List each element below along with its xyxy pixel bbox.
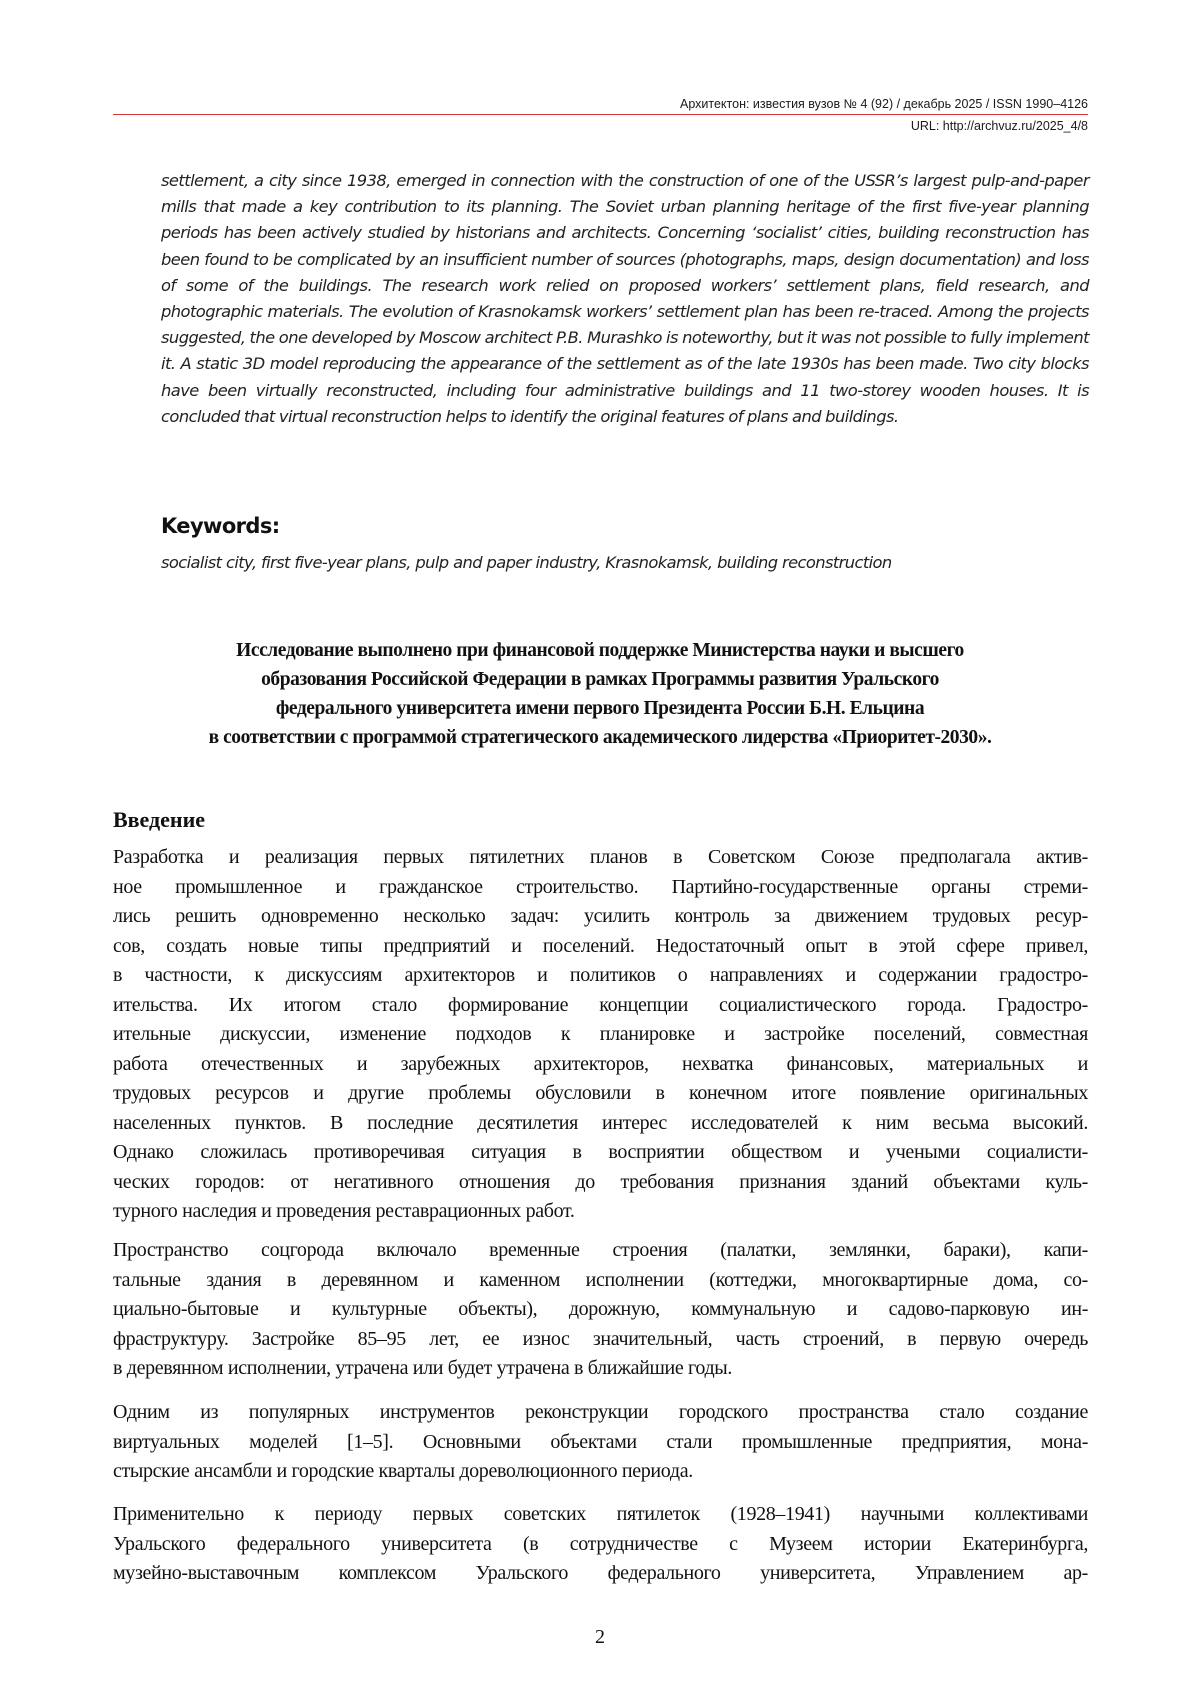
paragraph-line: Пространство соцгорода включало временные строения (палатки, землянки, бараки), капи- xyxy=(113,1239,1088,1261)
journal-running-head: Архитектон: известия вузов № 4 (92) / декабрь 2025 / ISSN 1990–4126 xyxy=(680,97,1088,111)
paragraph-line: тальные здания в деревянном и каменном исполнении (коттеджи, многоквартирные дома, со- xyxy=(113,1268,1088,1291)
paragraph-line: ное промышленное и гражданское строительство. Партийно-государственные органы стреми- xyxy=(113,875,1088,898)
paragraph-line: циально-бытовые и культурные объекты), дорожную, коммунальную и садово-парковую ин- xyxy=(113,1298,1088,1320)
funding-line: в соответствии с программой стратегического академического лидерства «Приоритет-2030». xyxy=(208,727,992,748)
paragraph-line: Применительно к периоду первых советских пятилеток (1928–1941) научными коллективами xyxy=(113,1503,1088,1525)
paragraph-line: Одним из популярных инструментов реконструкции городского пространства стало создание xyxy=(113,1401,1088,1423)
paragraph-line: ительные дискуссии, изменение подходов к планировке и застройке поселений, совместная xyxy=(113,1023,1088,1045)
paragraph-line: трудовых ресурсов и другие проблемы обусловили в конечном итоге появление оригинальных xyxy=(113,1082,1088,1104)
funding-line: федерального университета имени первого Президента России Б.Н. Ельцина xyxy=(275,698,925,719)
funding-acknowledgement xyxy=(110,636,1090,752)
abstract-text: settlement, a city since 1938, emerged in connection with the construction of one of the USSR’s largest pulp-and-paper mills that made a key contribution to its planning. The Soviet urban planning heritage of the first five-year planning periods has been actively studied by historians and architects. Concerning ‘socialist’ cities, building reconstruction has been found to be complicated by an insufficient number of sources (photographs, maps, design documentation) and loss of some of the buildings. The research work relied on proposed workers’ settlement plans, field research, and photographic materials. The evolution of Krasnokamsk workers’ settlement plan has been re-traced. Among the projects suggested, the one developed by Moscow architect P.B. Murashko is noteworthy, but it was not possible to fully implement it. A static 3D model reproducing the appearance of the settlement as of the late 1930s has been made. Two city blocks have been virtually reconstructed, including four administrative buildings and 11 two-storey wooden houses. It is concluded that virtual reconstruction helps to identify the original features of plans and buildings. xyxy=(161,171,1089,426)
paragraph-line: ческих городов: от негативного отношения до требования признания зданий объектами куль- xyxy=(113,1170,1088,1193)
article-url: URL: http://archvuz.ru/2025_4/8 xyxy=(910,119,1088,133)
section-heading-introduction: Введение xyxy=(113,807,206,832)
paragraph-line: Уральского федерального университета (в сотрудничестве с Музеем истории Екатеринбурга, xyxy=(113,1532,1088,1555)
paragraph-line: Разработка и реализация первых пятилетних планов в Советском Союзе предполагала актив- xyxy=(113,846,1088,868)
paragraph-line: стырские ансамбли и городские кварталы дореволюционного периода. xyxy=(113,1460,693,1482)
intro-paragraph-1 xyxy=(113,843,1088,1227)
funding-line: Исследование выполнено при финансовой поддержке Министерства науки и высшего xyxy=(236,640,964,661)
intro-paragraph-3 xyxy=(113,1398,1088,1487)
paragraph-line: лись решить одновременно несколько задач: усилить контроль за движением трудовых ресур- xyxy=(113,905,1088,927)
paragraph-line: сов, создать новые типы предприятий и поселений. Недостаточный опыт в этой сфере привел, xyxy=(113,934,1088,957)
paragraph-line: работа отечественных и зарубежных архитекторов, нехватка финансовых, материальных и xyxy=(113,1052,1088,1075)
paragraph-line: в частности, к дискуссиям архитекторов и политиков о направлениях и содержании градостро- xyxy=(113,964,1088,986)
paragraph-line: музейно-выставочным комплексом Уральского федерального университета, Управлением ар- xyxy=(113,1562,1088,1584)
paragraph-line: в деревянном исполнении, утрачена или будет утрачена в ближайшие годы. xyxy=(113,1357,733,1379)
paragraph-line: Однако сложилась противоречивая ситуация в восприятии обществом и учеными социалисти- xyxy=(113,1141,1088,1163)
funding-line: образования Российской Федерации в рамках Программы развития Уральского xyxy=(261,669,939,690)
intro-paragraph-2 xyxy=(113,1236,1088,1384)
paragraph-line: виртуальных моделей [1–5]. Основными объектами стали промышленные предприятия, мона- xyxy=(113,1430,1088,1453)
keywords-list: socialist city, first five-year plans, pulp and paper industry, Krasnokamsk, building reconstruction xyxy=(161,553,892,572)
paragraph-line: фраструктуру. Застройке 85–95 лет, ее износ значительный, часть строений, в первую очередь xyxy=(113,1327,1088,1350)
paragraph-line: населенных пунктов. В последние десятилетия интерес исследователей к ним весьма высокий. xyxy=(113,1111,1088,1134)
header-rule xyxy=(113,114,1088,115)
intro-paragraph-4 xyxy=(113,1500,1088,1589)
paragraph-line: ительства. Их итогом стало формирование концепции социалистического города. Градостро- xyxy=(113,993,1088,1016)
keywords-heading: Keywords: xyxy=(161,514,280,538)
paragraph-line: турного наследия и проведения реставрационных работ. xyxy=(113,1200,575,1222)
page-number: 2 xyxy=(595,1626,605,1648)
